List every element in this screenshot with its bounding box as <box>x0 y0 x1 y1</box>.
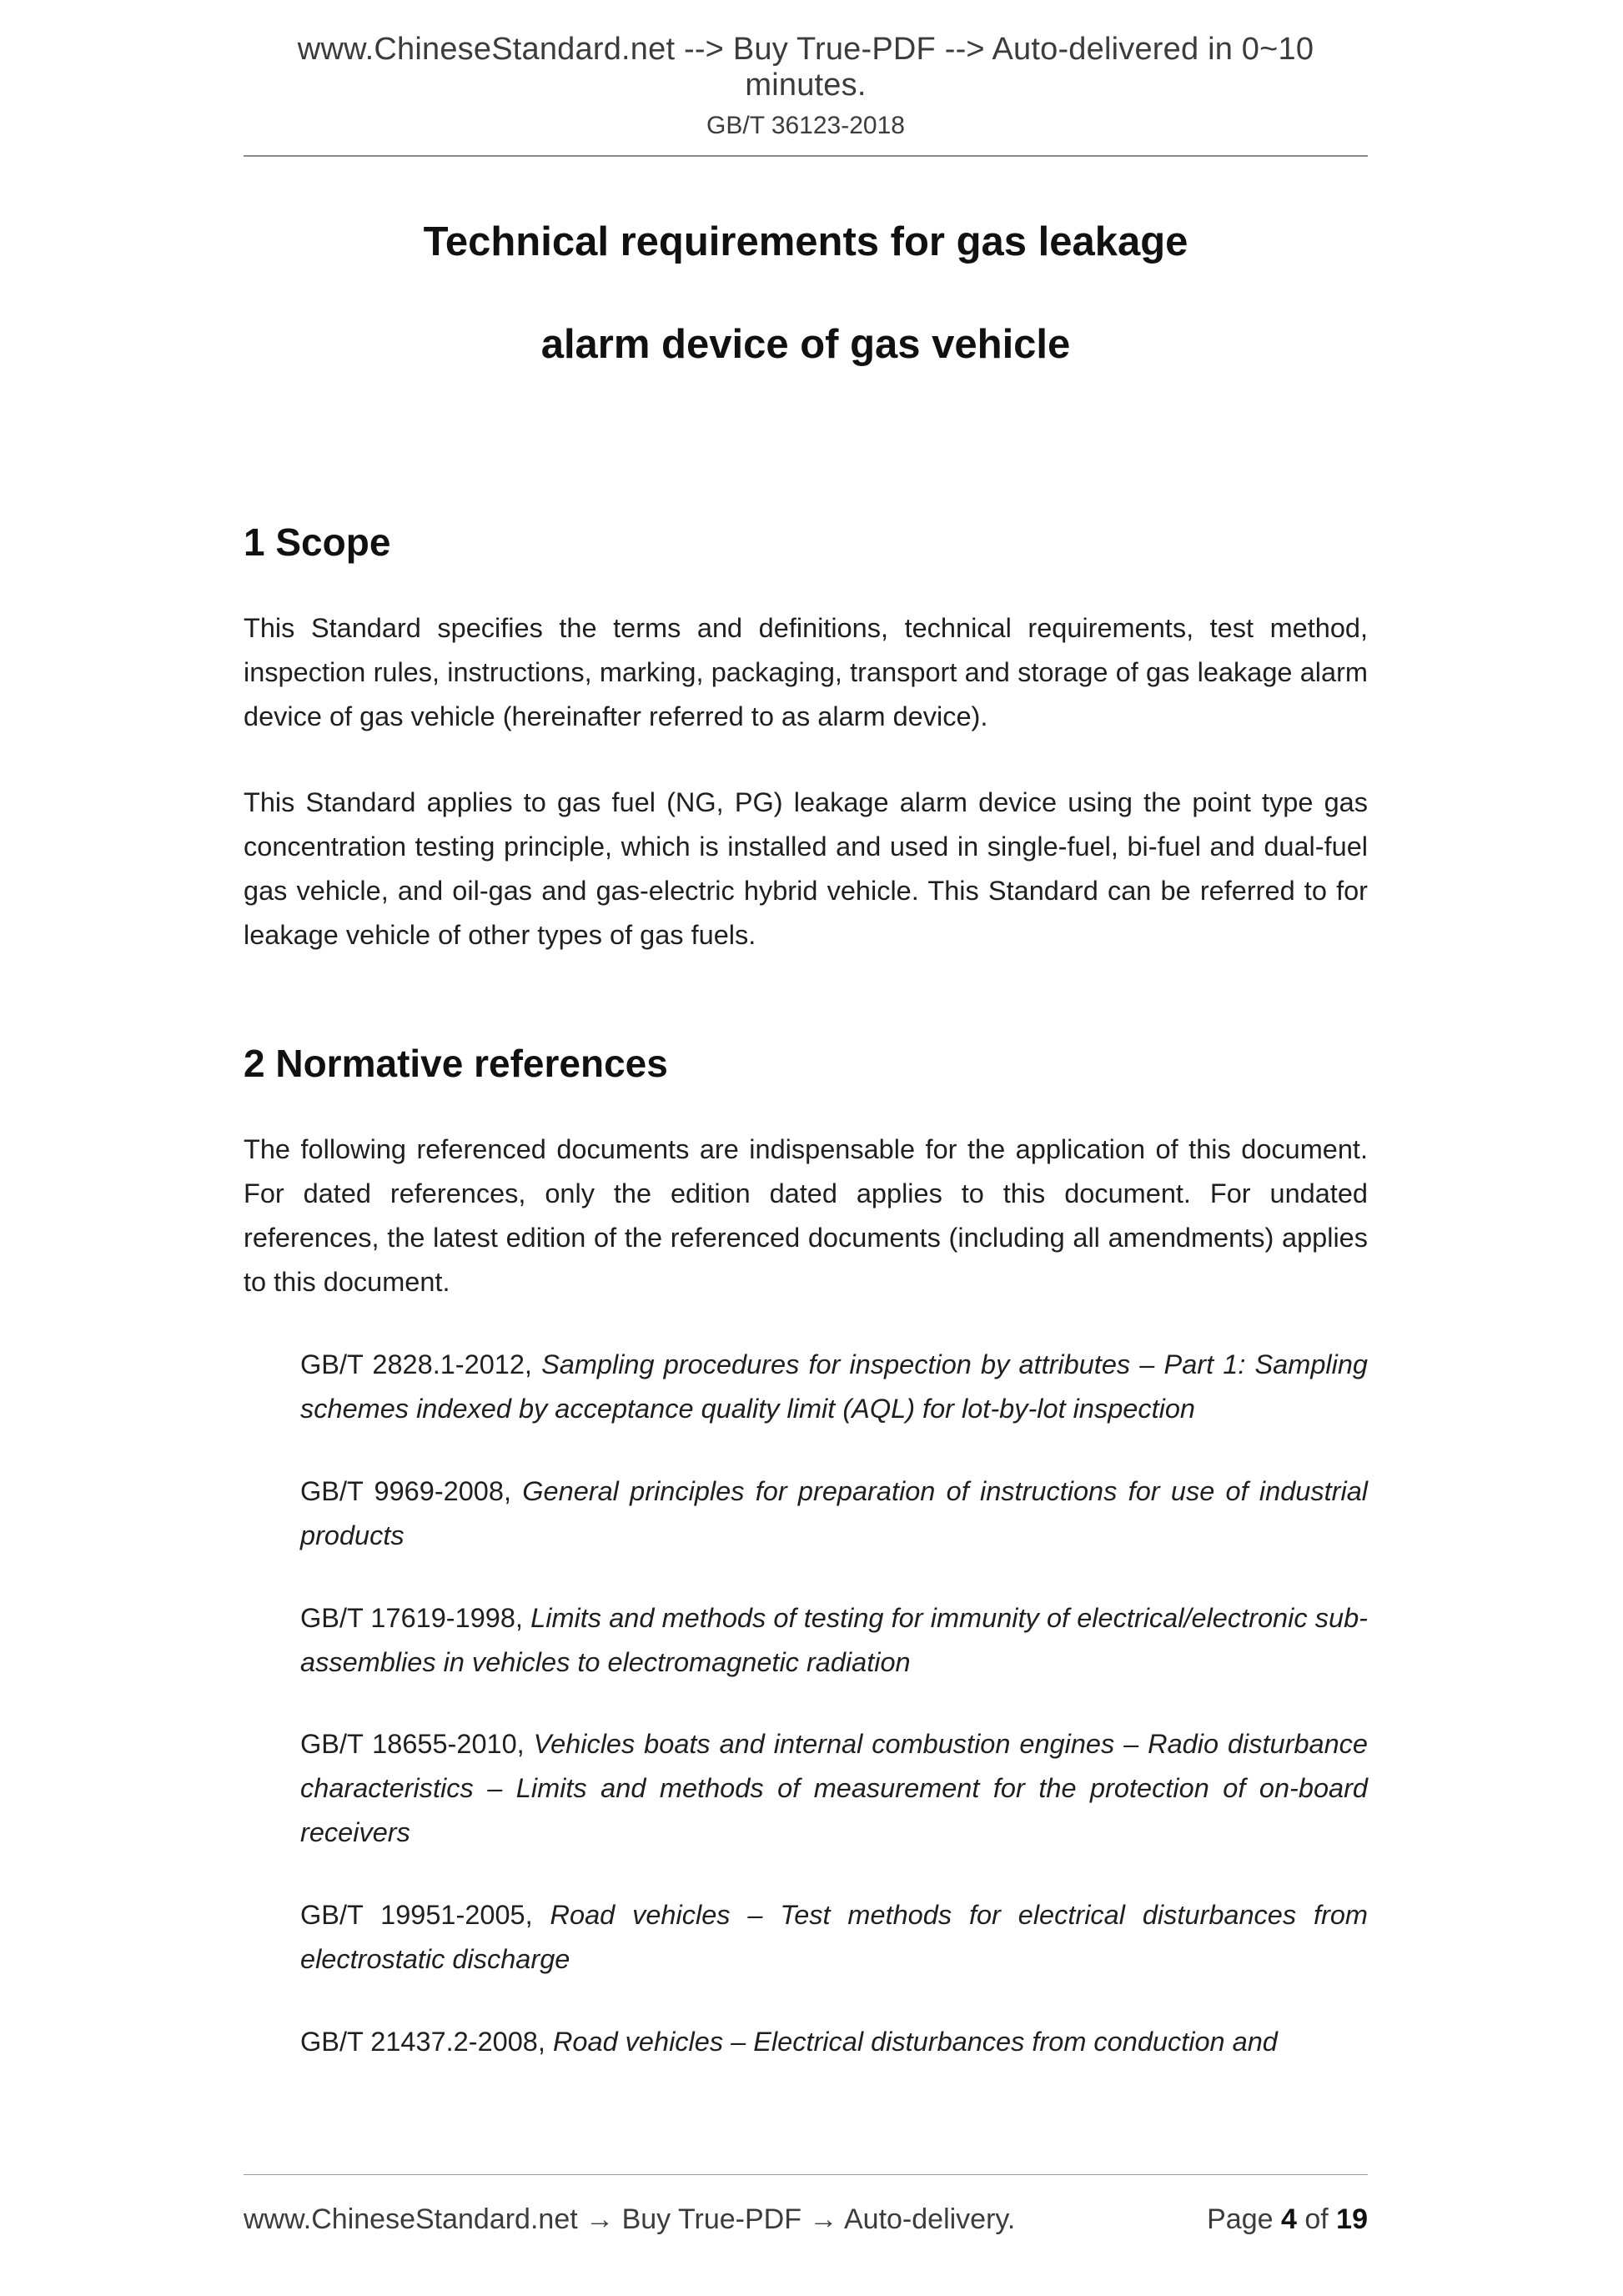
reference-item <box>300 1343 1368 1431</box>
footer-divider <box>244 2174 1368 2175</box>
reference-code: GB/T 17619-1998, <box>300 1602 523 1633</box>
footer-delivery-text: → Buy True-PDF → Auto-delivery. <box>577 2203 1016 2235</box>
reference-code: GB/T 18655-2010, <box>300 1729 525 1760</box>
reference-item <box>300 1596 1368 1685</box>
reference-title: Vehicles boats and internal combustion engines – Radio disturbance characteristics – Limits and methods of measurement for the protection of on-board receivers <box>300 1729 1368 1848</box>
footer-of-label: of <box>1304 2203 1329 2235</box>
reference-item <box>300 2020 1368 2064</box>
header-note: www.ChineseStandard.net --> Buy True-PDF --> Auto-delivered in 0~10 minutes. <box>297 32 1314 103</box>
reference-title: Sampling procedures for inspection by attributes – Part 1: Sampling schemes indexed by acceptance quality limit (AQL) for lot-by-lot inspection <box>300 1349 1368 1424</box>
footer-site-line <box>244 2203 1015 2236</box>
footer-site-link[interactable]: www.ChineseStandard.net <box>244 2203 578 2235</box>
reference-item <box>300 1470 1368 1558</box>
reference-title: Road vehicles – Test methods for electrical disturbances from electrostatic discharge <box>300 1900 1368 1975</box>
scope-paragraph-2: This Standard applies to gas fuel (NG, PG) leakage alarm device using the point type gas concentration testing principle, which is installed and used in single-fuel, bi-fuel and dual-fuel gas vehicle, and oil-gas and gas-electric hybrid vehicle. This Standard can be referred to for leakage vehicle of other types of gas fuels. <box>244 786 1368 950</box>
header-divider <box>244 155 1368 157</box>
document-title-line2: alarm device of gas vehicle <box>540 322 1071 367</box>
reference-code: GB/T 9969-2008, <box>300 1475 511 1506</box>
section-heading-normative-references: 2 Normative references <box>244 1041 668 1085</box>
reference-code: GB/T 2828.1-2012, <box>300 1349 532 1379</box>
header-doc-number: GB/T 36123-2018 <box>706 112 905 139</box>
footer-page-total: 19 <box>1336 2203 1368 2235</box>
reference-code: GB/T 21437.2-2008, <box>300 2027 545 2057</box>
reference-title: Limits and methods of testing for immunity of electrical/electronic sub-assemblies in vehicles to electromagnetic radiation <box>300 1602 1368 1677</box>
reference-title: General principles for preparation of instructions for use of industrial products <box>300 1475 1368 1550</box>
scope-paragraph-1: This Standard specifies the terms and definitions, technical requirements, test method, inspection rules, instructions, marking, packaging, transport and storage of gas leakage alarm device of gas vehicle (hereinafter referred to as alarm device). <box>244 613 1368 731</box>
document-title-line1: Technical requirements for gas leakage <box>423 219 1188 264</box>
footer-page-indicator <box>1207 2203 1368 2236</box>
section-heading-scope: 1 Scope <box>244 520 391 564</box>
normative-intro-paragraph: The following referenced documents are indispensable for the application of this document. For dated references, only the edition dated applies to this document. For undated references, the latest edition of the referenced documents (including all amendments) applies to this document. <box>244 1133 1368 1297</box>
reference-title: Road vehicles – Electrical disturbances from conduction and <box>552 2027 1278 2057</box>
page-footer <box>244 2174 1368 2236</box>
reference-item <box>300 1893 1368 1982</box>
footer-page-current: 4 <box>1280 2203 1297 2235</box>
reference-code: GB/T 19951-2005, <box>300 1900 533 1931</box>
reference-item <box>300 1722 1368 1855</box>
footer-page-label: Page <box>1207 2203 1274 2235</box>
